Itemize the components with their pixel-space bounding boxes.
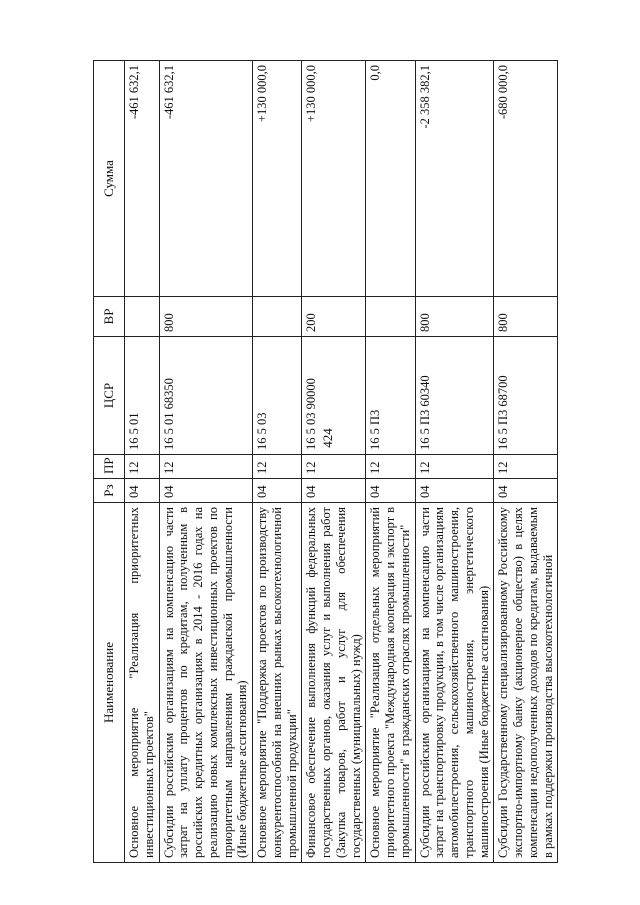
row-rz: 04 <box>415 479 494 503</box>
row-sum: +130 000,0 <box>302 61 366 297</box>
row-name: Основное мероприятие "Реализация приоритетных инвестиционных проектов" <box>125 503 160 863</box>
table-row <box>494 61 558 863</box>
table-header-row <box>94 61 125 863</box>
row-sum: -461 632,1 <box>125 61 160 297</box>
row-rz: 04 <box>253 479 302 503</box>
row-vr <box>253 297 302 337</box>
row-rz: 04 <box>494 479 558 503</box>
row-vr <box>125 297 160 337</box>
row-csr: 16 5 П3 68700 <box>494 337 558 455</box>
row-sum: 0,0 <box>366 61 415 297</box>
header-csr: ЦСР <box>94 337 125 455</box>
row-csr: 16 5 П3 <box>366 337 415 455</box>
row-sum: -461 632,1 <box>159 61 253 297</box>
table-row <box>159 61 253 863</box>
row-vr: 800 <box>415 297 494 337</box>
row-pr: 12 <box>159 455 253 479</box>
row-rz: 04 <box>159 479 253 503</box>
row-rz: 04 <box>302 479 366 503</box>
row-vr <box>366 297 415 337</box>
row-rz: 04 <box>125 479 160 503</box>
rotated-table-container <box>93 61 593 863</box>
row-rz: 04 <box>366 479 415 503</box>
table-row <box>253 61 302 863</box>
table-row <box>366 61 415 863</box>
row-csr: 16 5 П3 60340 <box>415 337 494 455</box>
row-name: Субсидии российским организациям на компенсацию части затрат на уплату процентов по кредитам, полученным в российских кредитных организациях в 2014 - 2016 годах на реализацию новых комплексных инвестиционных проектов по приоритетным направлениям гражданской промышленности (Иные бюджетные ассигнования) <box>159 503 253 863</box>
header-vr: ВР <box>94 297 125 337</box>
row-csr: 16 5 01 68350 <box>159 337 253 455</box>
page-number: 424 <box>320 428 335 448</box>
row-name: Субсидии Государственному специализированному Российскому экспортно-импортному банку (акционерное общество) в целях компенсации недополученных доходов по кредитам, выдаваемым в рамках поддержки производства высокотехнологичной <box>494 503 558 863</box>
header-name: Наименование <box>94 503 125 863</box>
row-vr: 800 <box>159 297 253 337</box>
table-row <box>415 61 494 863</box>
table-row <box>125 61 160 863</box>
header-rz: Рз <box>94 479 125 503</box>
row-pr: 12 <box>253 455 302 479</box>
row-name: Финансовое обеспечение выполнения функций федеральных государственных органов, оказания услуг и выполнения работ (Закупка товаров, работ и услуг для обеспечения государственных (муниципальных) нужд) <box>302 503 366 863</box>
row-vr: 800 <box>494 297 558 337</box>
row-csr: 16 5 03 90000 <box>302 337 366 455</box>
row-pr: 12 <box>366 455 415 479</box>
row-name: Субсидии российским организациям на компенсацию части затрат на транспортировку продукции, в том числе организациям автомобилестроения, сельскохозяйственного машиностроения, транспортного машиностроения, энергетического машиностроения (Иные бюджетные ассигнования) <box>415 503 494 863</box>
row-pr: 12 <box>415 455 494 479</box>
row-vr: 200 <box>302 297 366 337</box>
row-csr: 16 5 01 <box>125 337 160 455</box>
row-sum: +130 000,0 <box>253 61 302 297</box>
row-name: Основное мероприятие "Поддержка проектов по производству конкурентоспособной на внешних рынках высокотехнологичной промышленной продукции" <box>253 503 302 863</box>
row-csr: 16 5 03 <box>253 337 302 455</box>
row-sum: -680 000,0 <box>494 61 558 297</box>
row-name: Основное мероприятие "Реализация отдельных мероприятий приоритетного проекта "Международная кооперация и экспорт в промышленности" в гражданских отраслях промышленности" <box>366 503 415 863</box>
row-pr: 12 <box>302 455 366 479</box>
table-row <box>302 61 366 863</box>
header-sum: Сумма <box>94 61 125 297</box>
row-pr: 12 <box>494 455 558 479</box>
row-pr: 12 <box>125 455 160 479</box>
budget-table <box>93 60 558 863</box>
row-sum: -2 358 382,1 <box>415 61 494 297</box>
header-pr: ПР <box>94 455 125 479</box>
